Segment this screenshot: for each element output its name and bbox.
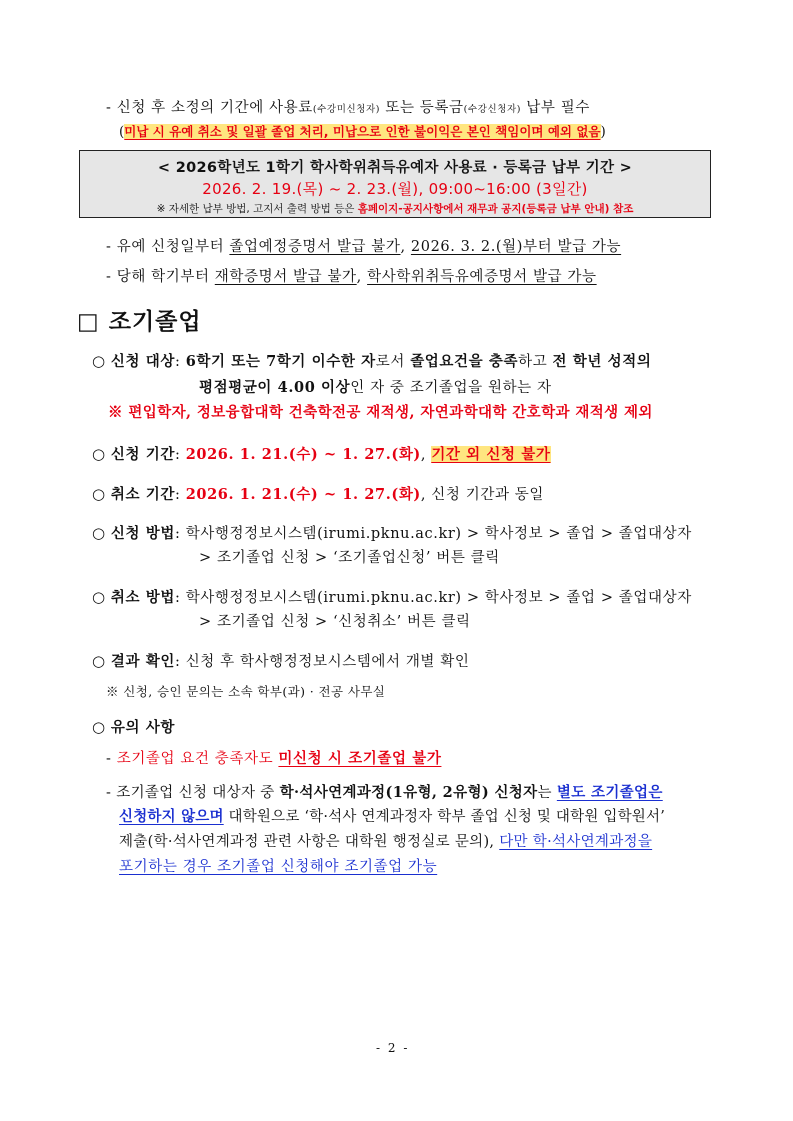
eligibility-text: 인 자 중 조기졸업을 원하는 자 xyxy=(350,380,552,396)
fee-notice-line xyxy=(106,97,590,121)
colon: : xyxy=(175,654,186,670)
apply-method-path-cont: > 조기졸업 신청 > ‘조기졸업신청’ 버튼 클릭 xyxy=(199,550,500,566)
caution-text: 조기졸업 신청 대상자 중 xyxy=(116,785,280,801)
certificate-restriction: 졸업예정증명서 발급 불가 xyxy=(229,239,401,255)
deferral-certificate-available: 학사학위취득유예증명서 발급 가능 xyxy=(367,269,597,285)
fee-paren-unregistered: (수강미신청자) xyxy=(312,104,381,115)
apply-period-label: 신청 기간 xyxy=(110,446,175,463)
apply-period-dates: 2026. 1. 21.(수) ~ 1. 27.(화) xyxy=(185,446,421,463)
certificate-line-2 xyxy=(106,266,597,288)
cancel-method-path: 학사행정정보시스템(irumi.pknu.ac.kr) > 학사정보 > 졸업 > 졸업대상자 xyxy=(185,590,692,606)
fee-text-2: 또는 등록금 xyxy=(380,100,464,116)
payment-period-title: < 2026학년도 1학기 학사학위취득유예자 사용료 · 등록금 납부 기간 > xyxy=(157,160,633,176)
page-number: - 2 - xyxy=(376,1041,410,1055)
result-label: 결과 확인 xyxy=(110,653,175,670)
result-item xyxy=(92,650,469,673)
nonpayment-warning-text: 미납 시 유예 취소 및 일괄 졸업 처리, 미납으로 인한 불이익은 본인 책임이며 예외 없음 xyxy=(124,124,601,139)
inquiry-note: ※ 신청, 승인 문의는 소속 학부(과) · 전공 사무실 xyxy=(106,684,386,699)
cancel-period-dates: 2026. 1. 21.(수) ~ 1. 27.(화) xyxy=(185,486,421,503)
caution-label: 유의 사항 xyxy=(110,719,175,736)
combined-degree-applicants: 학·석사연계과정(1유형, 2유형) 신청자 xyxy=(279,784,538,801)
colon: : xyxy=(175,447,186,463)
eligibility-item xyxy=(92,350,651,373)
apply-method-path: 학사행정정보시스템(irumi.pknu.ac.kr) > 학사정보 > 졸업 > 졸업대상자 xyxy=(185,526,692,542)
apply-period-restriction: 기간 외 신청 불가 xyxy=(431,446,551,463)
payment-note-reference: 홈페이지-공지사항에서 재무과 공지(등록금 납부 안내) 참조 xyxy=(357,203,634,215)
caution-line-2-cont3 xyxy=(119,856,437,878)
certificate-available-date: 2026. 3. 2.(월)부터 발급 가능 xyxy=(410,239,622,255)
cancel-period-item xyxy=(92,483,544,506)
comma: , xyxy=(420,447,432,463)
eligibility-text: 로서 xyxy=(375,354,411,370)
certificate-text: 유예 신청일부터 xyxy=(116,239,230,255)
comma: , xyxy=(400,239,411,255)
fee-paren-registered: (수강신청자) xyxy=(463,104,522,115)
eligibility-semesters: 6학기 또는 7학기 이수한 자 xyxy=(185,353,376,370)
eligibility-item-cont xyxy=(199,377,552,399)
circle-bullet-icon: ○ xyxy=(92,524,106,542)
checkbox-icon: □ xyxy=(77,309,100,335)
payment-note-prefix: ※ 자세한 납부 방법, 고지서 출력 방법 등은 xyxy=(156,203,358,215)
circle-bullet-icon: ○ xyxy=(92,652,106,670)
colon: : xyxy=(175,590,186,606)
section-title: 조기졸업 xyxy=(108,309,202,335)
apply-method-label: 신청 방법 xyxy=(110,525,175,542)
circle-bullet-icon: ○ xyxy=(92,352,106,370)
comma: , xyxy=(356,269,368,285)
forfeit-condition-cont: 포기하는 경우 조기졸업 신청해야 조기졸업 가능 xyxy=(119,859,438,875)
eligibility-text: 하고 xyxy=(518,354,553,370)
cancel-period-note: , 신청 기간과 동일 xyxy=(420,487,544,503)
dash: - xyxy=(106,751,112,767)
early-graduation-heading xyxy=(77,303,202,336)
caution-text: 는 xyxy=(537,785,557,801)
apply-method-item xyxy=(92,522,692,545)
dash: - xyxy=(106,239,112,255)
cancel-method-label: 취소 방법 xyxy=(110,589,175,606)
caution-line-2-cont xyxy=(119,806,665,828)
eligibility-gpa-prefix: 전 학년 성적의 xyxy=(552,353,652,370)
colon: : xyxy=(175,487,186,503)
eligibility-label: 신청 대상 xyxy=(110,353,175,370)
enrollment-certificate-restriction: 재학증명서 발급 불가 xyxy=(214,269,357,285)
caution-item xyxy=(92,716,175,739)
payment-period-note xyxy=(80,201,710,216)
circle-bullet-icon: ○ xyxy=(92,445,106,463)
circle-bullet-icon: ○ xyxy=(92,588,106,606)
caution-line-2 xyxy=(106,782,663,804)
caution-line-2-cont2 xyxy=(119,831,652,853)
forfeit-condition: 다만 학·석사연계과정을 xyxy=(499,834,653,850)
cancel-method-item xyxy=(92,586,692,609)
colon: : xyxy=(175,354,186,370)
eligibility-exclusion: ※ 편입학자, 정보융합대학 건축학전공 재적생, 자연과학대학 간호학과 재적생 제외 xyxy=(108,404,653,421)
caution-no-application: 미신청 시 조기졸업 불가 xyxy=(278,750,442,767)
result-text: 신청 후 학사행정정보시스템에서 개별 확인 xyxy=(185,654,470,670)
nonpayment-warning xyxy=(119,121,606,143)
eligibility-gpa: 평점평균이 4.00 이상 xyxy=(199,379,351,396)
paren-open: ( xyxy=(119,124,125,140)
payment-period-box xyxy=(79,150,711,218)
apply-period-item xyxy=(92,443,551,466)
fee-text: 신청 후 소정의 기간에 사용료 xyxy=(116,100,313,116)
caution-red-text: 조기졸업 요건 충족자도 xyxy=(116,751,279,767)
cancel-period-label: 취소 기간 xyxy=(110,486,175,503)
dash: - xyxy=(106,100,112,116)
dash: - xyxy=(106,785,112,801)
payment-period-dates: 2026. 2. 19.(목) ~ 2. 23.(월), 09:00~16:00 (3일간) xyxy=(202,180,588,198)
caution-line-1 xyxy=(106,748,441,770)
dash: - xyxy=(106,269,112,285)
eligibility-requirement: 졸업요건을 충족 xyxy=(410,353,519,370)
certificate-text: 당해 학기부터 xyxy=(116,269,215,285)
certificate-line-1 xyxy=(106,236,621,258)
circle-bullet-icon: ○ xyxy=(92,718,106,736)
paren-close: ) xyxy=(600,124,606,140)
colon: : xyxy=(175,526,186,542)
no-separate-application-cont: 신청하지 않으며 xyxy=(119,808,224,825)
caution-text: 대학원으로 ‘학·석사 연계과정자 학부 졸업 신청 및 대학원 입학원서’ xyxy=(223,809,665,825)
cancel-method-path-cont: > 조기졸업 신청 > ‘신청취소’ 버튼 클릭 xyxy=(199,614,471,630)
no-separate-application: 별도 조기졸업은 xyxy=(556,784,663,801)
fee-text-3: 납부 필수 xyxy=(521,100,590,116)
caution-text: 제출(학·석사연계과정 관련 사항은 대학원 행정실로 문의), xyxy=(119,834,500,850)
circle-bullet-icon: ○ xyxy=(92,485,106,503)
